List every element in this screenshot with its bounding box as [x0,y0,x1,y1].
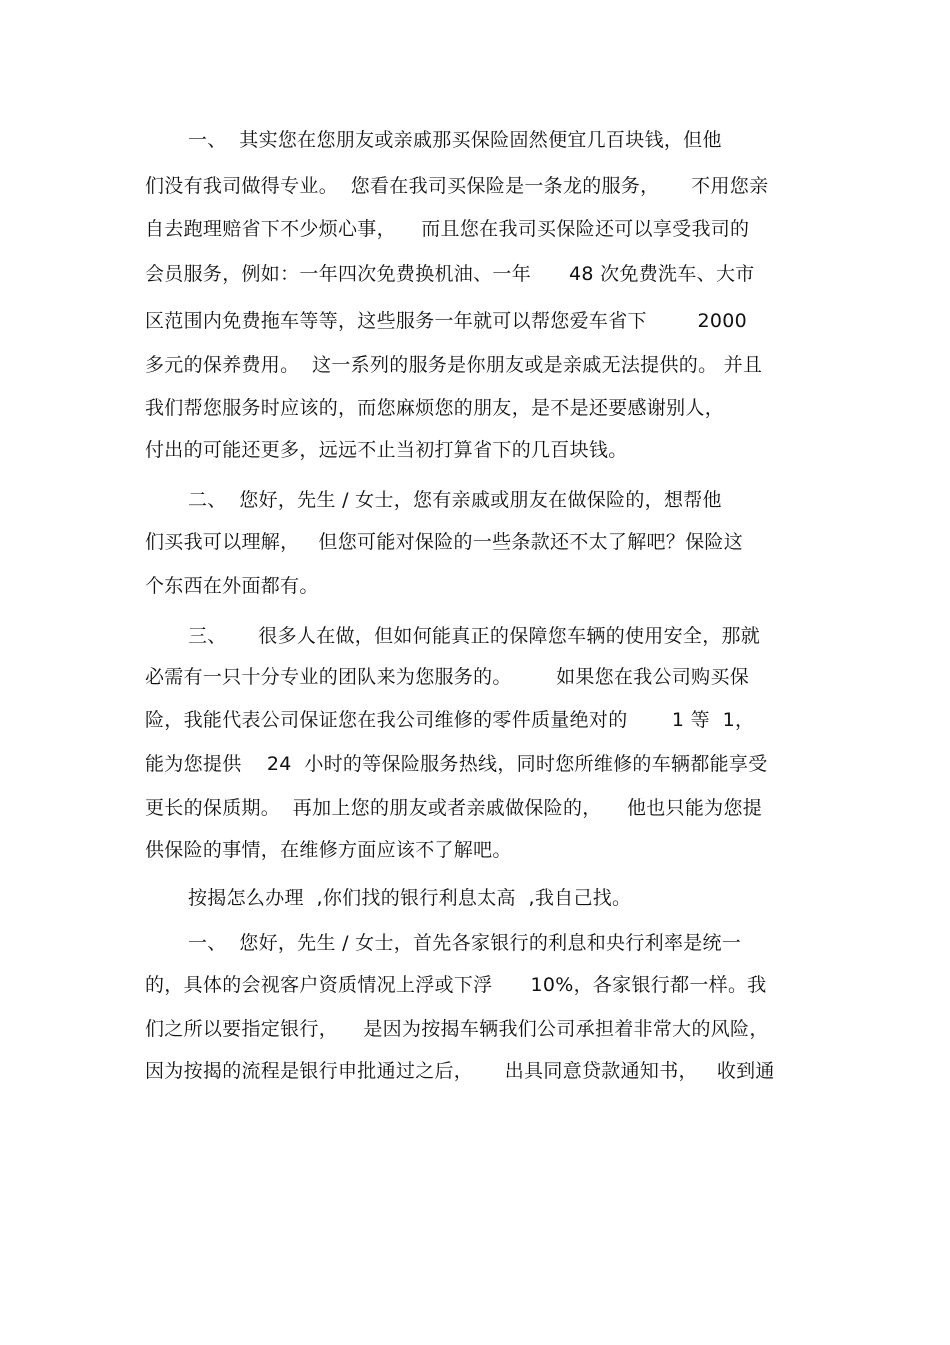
paragraph-5-line-1: 一、 您好，先生 / 女士，首先各家银行的利息和央行利率是统一 [188,932,742,954]
paragraph-5-line-4: 因为按揭的流程是银行申批通过之后， 出具同意贷款通知书， 收到通 [145,1060,775,1082]
paragraph-1-line-4: 会员服务，例如：一年四次免费换机油、一年 48 次免费洗车、大市 [145,263,755,285]
paragraph-3-line-3: 险，我能代表公司保证您在我公司维修的零件质量绝对的 1 等 1， [145,709,755,731]
paragraph-1-line-5: 区范围内免费拖车等等，这些服务一年就可以帮您爱车省下 2000 [145,310,748,332]
paragraph-3-line-6: 供保险的事情，在维修方面应该不了解吧。 [145,839,512,861]
paragraph-3-line-5: 更长的保质期。 再加上您的朋友或者亲戚做保险的， 他也只能为您提 [145,797,763,819]
paragraph-1-line-8: 付出的可能还更多，远远不止当初打算省下的几百块钱。 [145,439,628,461]
paragraph-1-line-3: 自去跑理赔省下不少烦心事， 而且您在我司买保险还可以享受我司的 [145,218,750,240]
paragraph-3-line-2: 必需有一只十分专业的团队来为您服务的。 如果您在我公司购买保 [145,666,750,688]
paragraph-2-line-2: 们买我可以理解， 但您可能对保险的一些条款还不太了解吧？保险这 [145,531,744,553]
paragraph-5-line-2: 的，具体的会视客户资质情况上浮或下浮 10%，各家银行都一样。我 [145,974,767,996]
paragraph-4-line-1: 按揭怎么办理 ,你们找的银行利息太高 ,我自己找。 [188,887,632,909]
paragraph-2-line-1: 二、 您好，先生 / 女士，您有亲戚或朋友在做保险的，想帮他 [188,489,722,511]
paragraph-1-line-2: 们没有我司做得专业。 您看在我司买保险是一条龙的服务， 不用您亲 [145,175,769,197]
paragraph-3-line-4: 能为您提供 24 小时的等保险服务热线，同时您所维修的车辆都能享受 [145,753,768,775]
paragraph-1-line-7: 我们帮您服务时应该的，而您麻烦您的朋友，是不是还要感谢别人， [145,397,725,419]
paragraph-3-line-1: 三、 很多人在做，但如何能真正的保障您车辆的使用安全，那就 [188,625,761,647]
paragraph-1-line-6: 多元的保养费用。 这一系列的服务是你朋友或是亲戚无法提供的。 并且 [145,354,763,376]
paragraph-5-line-3: 们之所以要指定银行， 是因为按揭车辆我们公司承担着非常大的风险， [145,1018,769,1040]
paragraph-1-line-1: 一、 其实您在您朋友或亲戚那买保险固然便宜几百块钱，但他 [188,129,722,151]
paragraph-2-line-3: 个东西在外面都有。 [145,575,319,597]
